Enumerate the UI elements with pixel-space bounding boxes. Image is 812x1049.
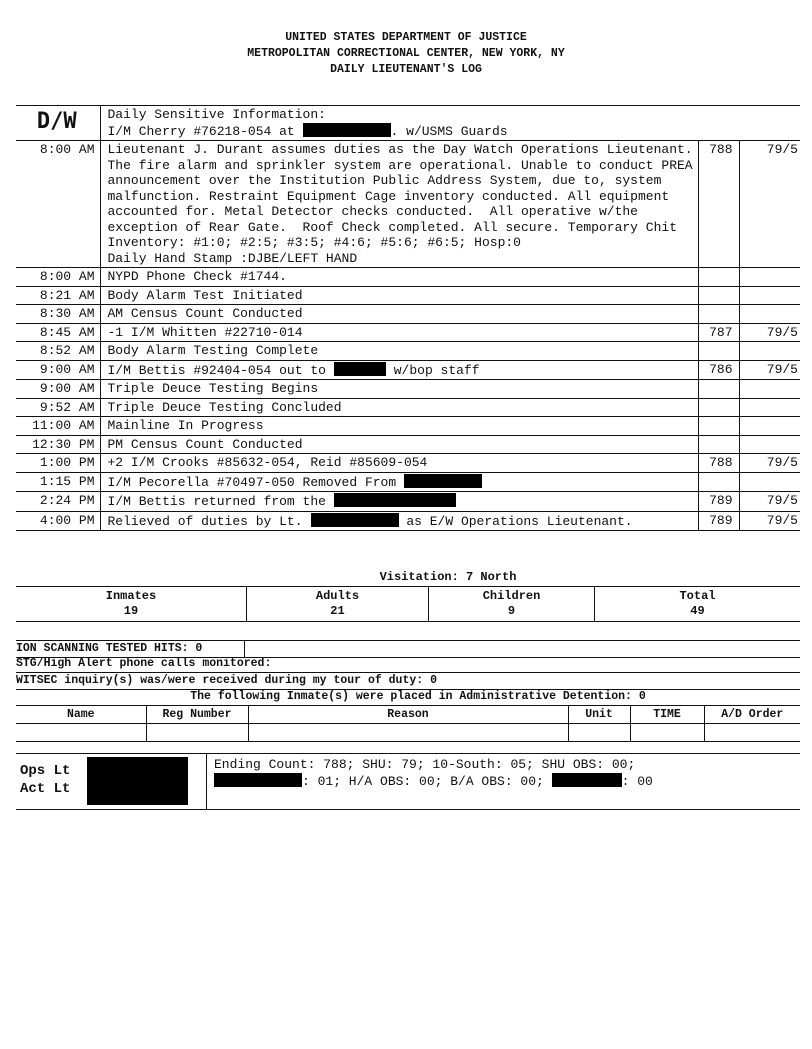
- inmates-cell: [16, 587, 246, 621]
- ending-count: [214, 757, 653, 790]
- redaction-box: [303, 123, 391, 137]
- ad-column-header: TIME: [630, 706, 704, 724]
- header-facility: METROPOLITAN CORRECTIONAL CENTER, NEW YORK, NY: [247, 47, 565, 60]
- redaction-box: [311, 513, 399, 527]
- ad-column-header: Reason: [248, 706, 568, 724]
- entry-time: 12:30 PM: [16, 435, 100, 454]
- inmates-value: 19: [123, 604, 139, 618]
- ad-column-header: Unit: [568, 706, 630, 724]
- ad-empty-cell: [146, 724, 248, 742]
- act-lt-label: Act Lt: [20, 781, 71, 797]
- entry-text-main: AM Census Count Conducted: [107, 306, 303, 321]
- ad-empty-cell: [568, 724, 630, 742]
- visitation-section: [16, 570, 800, 622]
- entry-shu: 79/5: [739, 141, 800, 268]
- entry-count: 788: [698, 141, 739, 268]
- entry-text-main: Body Alarm Test Initiated: [107, 287, 303, 303]
- entry-shu: [739, 417, 800, 436]
- ops-section: [16, 753, 800, 810]
- log-entry-row: [16, 454, 800, 473]
- entry-time: 8:30 AM: [16, 305, 100, 324]
- ops-labels: [20, 762, 70, 798]
- log-table: [16, 105, 800, 531]
- total-value: 49: [690, 604, 705, 618]
- entry-time: 9:00 AM: [16, 380, 100, 399]
- log-entry-row: [16, 286, 800, 305]
- entry-shu: [739, 398, 800, 417]
- entry-time: 4:00 PM: [16, 511, 100, 531]
- entry-text-main: Relieved of duties by Lt.: [107, 513, 303, 529]
- entry-text: [100, 268, 698, 287]
- log-entry-row: [16, 511, 800, 531]
- log-entry-row: [16, 398, 800, 417]
- entry-shu: [739, 435, 800, 454]
- redaction-box: [552, 773, 622, 787]
- children-label: Children: [482, 589, 541, 603]
- entry-shu: [739, 380, 800, 399]
- redaction-box: [334, 493, 456, 507]
- total-cell: [594, 587, 800, 621]
- entry-count: [698, 435, 739, 454]
- entry-time: 8:52 AM: [16, 342, 100, 361]
- ops-lt-label: Ops Lt: [20, 763, 71, 779]
- ion-divider: [244, 641, 245, 657]
- entry-text-main: NYPD Phone Check #1744.: [107, 269, 287, 284]
- entry-text-main: I/M Bettis #92404-054 out to: [107, 362, 326, 378]
- ad-column-header: A/D Order: [704, 706, 800, 724]
- redaction-box: [87, 757, 188, 805]
- ending-count-line2: [214, 773, 653, 790]
- entry-text: [100, 417, 698, 436]
- visitation-grid: [16, 586, 800, 622]
- entry-shu: 79/5: [739, 511, 800, 531]
- entry-text: [100, 360, 698, 380]
- entry-text: [100, 454, 698, 473]
- ending-count-line1: Ending Count: 788; SHU: 79; 10-South: 05; SHU OBS: 00;: [214, 757, 636, 772]
- entry-text: [100, 511, 698, 531]
- ending-count-part-b: : 00: [621, 774, 653, 789]
- children-cell: [428, 587, 594, 621]
- entry-shu: 79/5: [739, 323, 800, 342]
- ad-empty-cell: [16, 724, 146, 742]
- entry-count: [698, 305, 739, 324]
- adults-cell: [246, 587, 428, 621]
- entry-shu: 79/5: [739, 360, 800, 380]
- entry-count: 788: [698, 454, 739, 473]
- entry-count: [698, 417, 739, 436]
- ad-empty-cell: [630, 724, 704, 742]
- stg-line: STG/High Alert phone calls monitored:: [16, 656, 800, 673]
- log-entry-row: [16, 417, 800, 436]
- entry-text-main: I/M Bettis returned from the: [107, 494, 326, 509]
- entry-text: [100, 435, 698, 454]
- entry-text-main: I/M Pecorella #70497-050 Removed From: [107, 474, 397, 490]
- entry-time: 9:00 AM: [16, 360, 100, 380]
- entry-time: 9:52 AM: [16, 398, 100, 417]
- entry-text: [100, 286, 698, 305]
- entry-shu: 79/5: [739, 454, 800, 473]
- entry-text-tail: w/bop staff: [385, 362, 480, 378]
- visitation-title: Visitation: 7 North: [379, 570, 517, 584]
- entry-count: [698, 472, 739, 492]
- redaction-box: [214, 773, 302, 787]
- entry-count: [698, 268, 739, 287]
- log-entry-row: [16, 360, 800, 380]
- log-entry-row: [16, 472, 800, 492]
- log-entry-row: [16, 342, 800, 361]
- entry-count: [698, 286, 739, 305]
- entry-text: [100, 141, 698, 268]
- entry-text-main: -1 I/M Whitten #22710-014: [107, 324, 303, 340]
- log-entry-row: [16, 380, 800, 399]
- log-entry-row: [16, 435, 800, 454]
- log-entry-row: [16, 268, 800, 287]
- entry-count: 789: [698, 511, 739, 531]
- log-entry-row: [16, 492, 800, 512]
- entry-text-main: PM Census Count Conducted: [107, 436, 303, 452]
- redaction-box: [334, 362, 386, 376]
- header-log-title: DAILY LIEUTENANT'S LOG: [330, 63, 482, 76]
- sensitive-title: Daily Sensitive Information:: [107, 107, 326, 122]
- log-entry-row: [16, 305, 800, 324]
- entry-text-tail: as E/W Operations Lieutenant.: [398, 513, 633, 529]
- children-value: 9: [507, 604, 516, 618]
- admin-detention-line: The following Inmate(s) were placed in Administrative Detention: 0: [190, 690, 646, 703]
- header-department: UNITED STATES DEPARTMENT OF JUSTICE: [285, 31, 527, 44]
- witsec-line: WITSEC inquiry(s) was/were received during my tour of duty: 0: [16, 673, 800, 690]
- entry-time: 8:45 AM: [16, 323, 100, 342]
- adults-value: 21: [330, 604, 345, 618]
- entry-count: 786: [698, 360, 739, 380]
- entry-text-main: Triple Deuce Testing Concluded: [107, 399, 342, 415]
- sensitive-detail-end: . w/USMS Guards: [390, 123, 508, 139]
- entry-time: 8:00 AM: [16, 141, 100, 268]
- ion-scanning-text: ION SCANNING TESTED HITS: 0: [16, 642, 203, 655]
- entry-time: 8:21 AM: [16, 286, 100, 305]
- entry-text: [100, 323, 698, 342]
- entry-text: [100, 342, 698, 361]
- ops-divider: [206, 754, 207, 809]
- entry-text-main: +2 I/M Crooks #85632-054, Reid #85609-054: [107, 455, 428, 470]
- entry-text-main: Lieutenant J. Durant assumes duties as the Day Watch Operations Lieutenant. The fire alarm and sprinkler system are operational. Unable to conduct PREA announcement over the Institution Public Address System, due to, system malfunction. Restraint Equipment Cage inventory conducted. All equipment accounted for. Metal Detector checks conducted. All operative w/the exception of Rear Gate. Roof Check completed. All secure. Temporary Chit Inventory: #1:0; #2:5; #3:5; #4:6; #5:6; #6:5; Hosp:0 Daily Hand Stamp :DJBE/LEFT HAND: [107, 142, 693, 266]
- entry-shu: [739, 472, 800, 492]
- entry-text: [100, 472, 698, 492]
- entry-time: 8:00 AM: [16, 268, 100, 287]
- entry-time: 1:00 PM: [16, 454, 100, 473]
- redaction-box: [404, 474, 482, 488]
- entry-shu: [739, 268, 800, 287]
- adults-label: Adults: [315, 589, 360, 603]
- inmates-label: Inmates: [105, 589, 157, 603]
- log-entry-row: [16, 323, 800, 342]
- shift-label: D/W: [16, 106, 100, 141]
- ad-header-row: [16, 706, 800, 724]
- entry-time: 11:00 AM: [16, 417, 100, 436]
- entry-text-main: Body Alarm Testing Complete: [107, 343, 319, 358]
- entry-count: 787: [698, 323, 739, 342]
- total-label: Total: [679, 589, 716, 603]
- log-entry-row: [16, 141, 800, 268]
- entry-time: 2:24 PM: [16, 492, 100, 512]
- entry-shu: [739, 342, 800, 361]
- entry-text: [100, 305, 698, 324]
- entry-count: [698, 342, 739, 361]
- entry-time: 1:15 PM: [16, 472, 100, 492]
- entry-count: [698, 398, 739, 417]
- ad-column-header: Reg Number: [146, 706, 248, 724]
- sensitive-info: [100, 106, 800, 141]
- entry-shu: 79/5: [739, 492, 800, 512]
- entry-text: [100, 380, 698, 399]
- entry-count: 789: [698, 492, 739, 512]
- entry-count: [698, 380, 739, 399]
- sensitive-row: [16, 106, 800, 141]
- admin-detention-table: [16, 705, 800, 742]
- ad-empty-cell: [248, 724, 568, 742]
- ending-count-part-a: : 01; H/A OBS: 00; B/A OBS: 00;: [302, 774, 552, 789]
- entry-text: [100, 398, 698, 417]
- entry-text: [100, 492, 698, 512]
- entry-text-main: Mainline In Progress: [107, 418, 264, 433]
- entry-shu: [739, 305, 800, 324]
- ad-column-header: Name: [16, 706, 146, 724]
- ad-empty-row: [16, 724, 800, 742]
- document-header: [0, 30, 812, 78]
- sensitive-detail: I/M Cherry #76218-054 at: [107, 123, 303, 139]
- entry-shu: [739, 286, 800, 305]
- entry-text-main: Triple Deuce Testing Begins: [107, 381, 319, 396]
- ad-empty-cell: [704, 724, 800, 742]
